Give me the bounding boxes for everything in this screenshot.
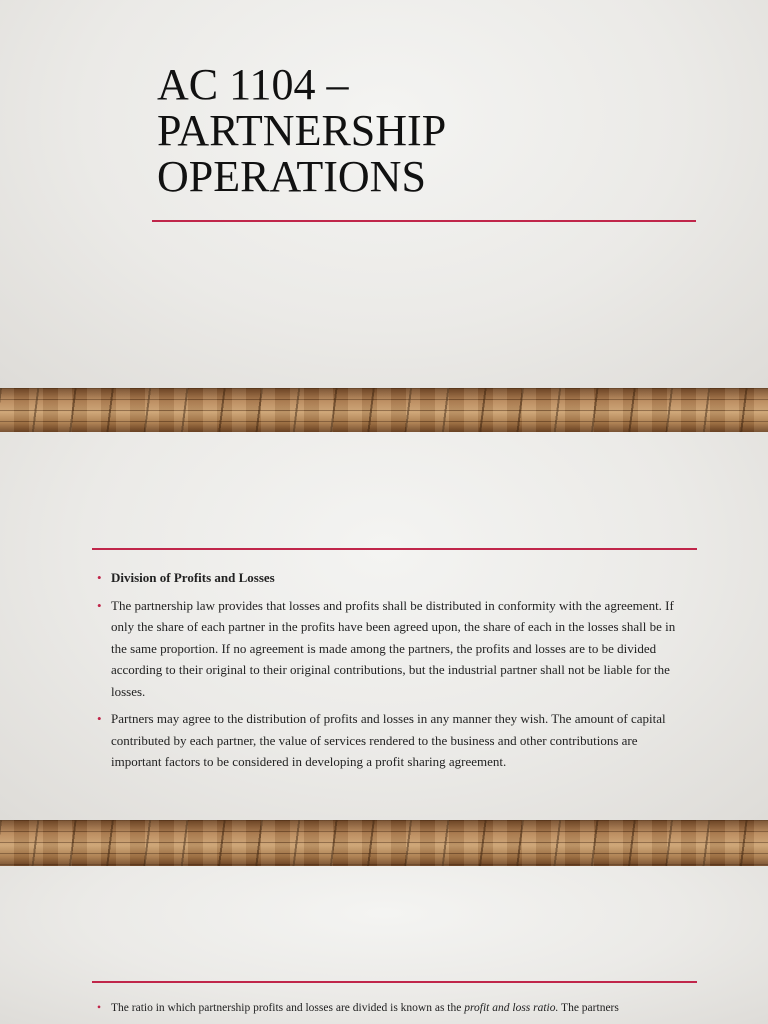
bullet-item: • Partners may agree to the distribution of profits and losses in any manner they wish. The amount of capital contributed by each partner, the value of services rendered to the business and other contributions are important factors to be considered in developing a profit sharing agreement.	[97, 708, 689, 773]
bullet-item: • The partnership law provides that losses and profits shall be distributed in conformity with the agreement. If only the share of each partner in the profits have been agreed upon, the share of each in the losses shall be in the same proportion. If no agreement is made among the partners, the profits and losses are to be divided according to their original to their original contributions, but the industrial partner shall not be liable for the losses.	[97, 595, 689, 703]
bullet-list	[97, 999, 689, 1018]
bullet-list	[97, 567, 689, 779]
slide-title: AC 1104 – PARTNERSHIP OPERATIONS	[157, 60, 447, 201]
bullet-heading: • Division of Profits and Losses	[97, 567, 689, 589]
wood-floor-strip	[0, 820, 768, 866]
bullet-item: • The ratio in which partnership profits and losses are divided is known as the profit and loss ratio. The partners	[97, 999, 689, 1018]
header-rule	[92, 981, 697, 983]
slide-1	[0, 0, 768, 388]
title-underline	[152, 220, 696, 222]
wood-floor-strip	[0, 388, 768, 432]
header-rule	[92, 548, 697, 550]
